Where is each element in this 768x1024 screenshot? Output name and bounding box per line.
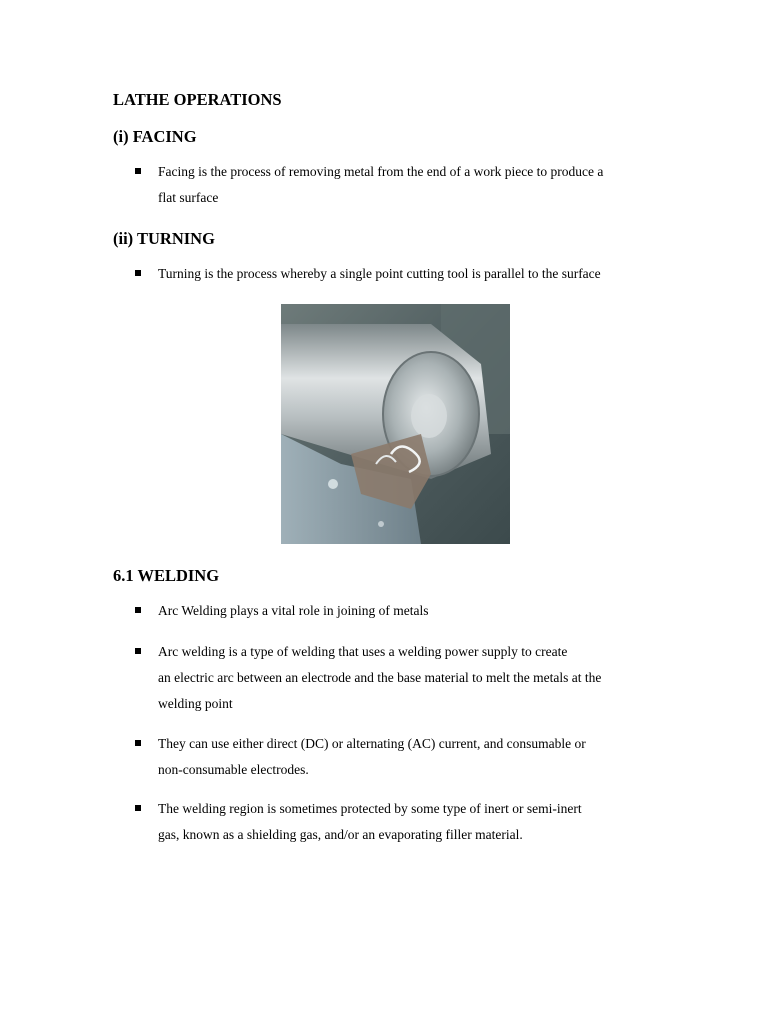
bullet-marker-icon [135,607,141,613]
turning-heading: (ii) TURNING [113,229,215,248]
bullet-marker-icon [135,270,141,276]
bullet-marker-icon [135,168,141,174]
welding-bullet [135,639,675,717]
bullet-line: non-consumable electrodes. [158,762,309,777]
bullet-line: Arc Welding plays a vital role in joining of metals [158,603,429,618]
welding-bullet [135,598,675,624]
bullet-line: They can use either direct (DC) or alternating (AC) current, and consumable or [158,736,586,751]
bullet-line: Arc welding is a type of welding that uses a welding power supply to create [158,644,568,659]
lathe-operations-heading: LATHE OPERATIONS [113,90,282,109]
welding-bullet [135,796,675,848]
bullet-line: Turning is the process whereby a single point cutting tool is parallel to the surface [158,266,601,281]
facing-bullet [135,159,675,211]
lathe-turning-photo [281,304,510,544]
bullet-line: flat surface [158,190,219,205]
bullet-marker-icon [135,805,141,811]
bullet-line: an electric arc between an electrode and the base material to melt the metals at the [158,670,602,685]
bullet-marker-icon [135,740,141,746]
bullet-marker-icon [135,648,141,654]
bullet-line: gas, known as a shielding gas, and/or an evaporating filler material. [158,827,523,842]
turning-bullet [135,261,675,287]
bullet-line: The welding region is sometimes protected by some type of inert or semi-inert [158,801,582,816]
facing-heading: (i) FACING [113,127,197,146]
bullet-line: welding point [158,696,233,711]
bullet-line: Facing is the process of removing metal from the end of a work piece to produce a [158,164,604,179]
welding-bullet [135,731,675,783]
welding-heading: 6.1 WELDING [113,566,220,585]
